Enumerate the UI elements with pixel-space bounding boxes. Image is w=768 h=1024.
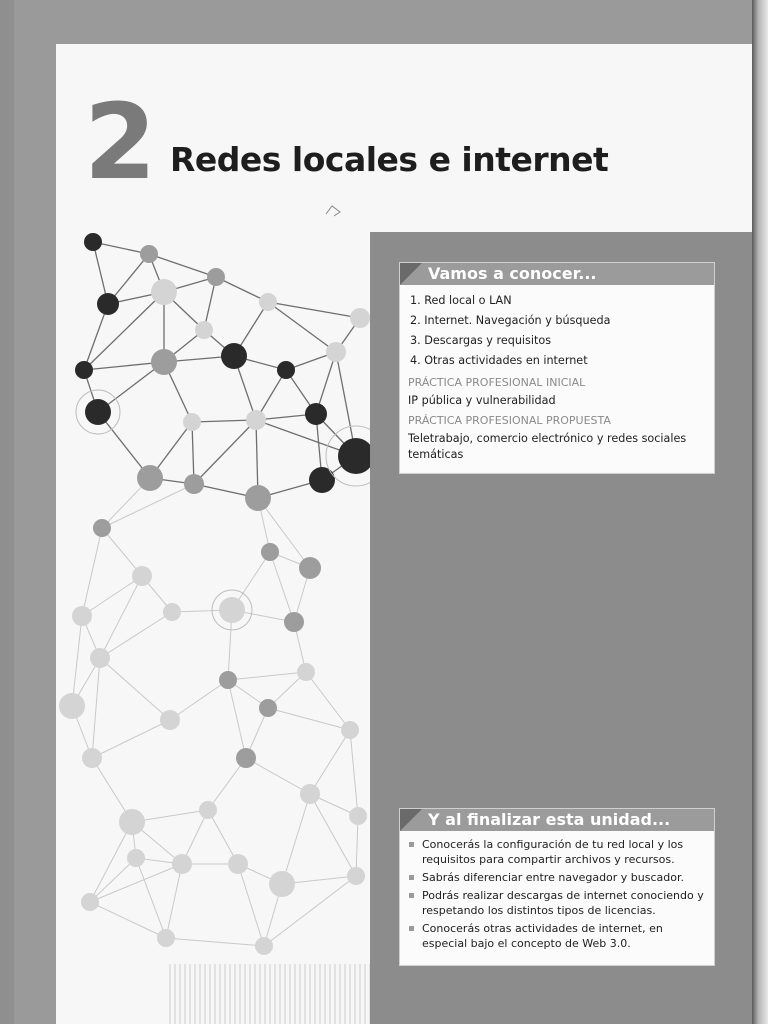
corner-triangle-icon: [400, 263, 422, 285]
network-node: [338, 438, 372, 474]
network-node: [82, 748, 102, 768]
objective-text: Conocerás otras actividades de internet, en especial bajo el concepto de Web 3.0.: [422, 922, 663, 950]
network-illustration: [56, 230, 372, 1024]
network-node: [199, 801, 217, 819]
topic-item: 4. Otras actividades en internet: [410, 354, 588, 367]
network-node: [127, 849, 145, 867]
practica-inicial-label: PRÁCTICA PROFESIONAL INICIAL: [408, 376, 586, 389]
network-node: [236, 748, 256, 768]
network-edges: [72, 242, 360, 946]
network-node: [85, 399, 111, 425]
network-link: [166, 864, 182, 938]
objective-text: Sabrás diferenciar entre navegador y buscador.: [422, 871, 685, 884]
square-bullet-icon: [409, 893, 414, 898]
network-node: [219, 671, 237, 689]
network-node: [184, 474, 204, 494]
network-link: [100, 612, 172, 658]
network-link: [238, 864, 264, 946]
network-link: [268, 302, 336, 352]
network-node: [172, 854, 192, 874]
vamos-a-conocer-box: [399, 262, 715, 474]
network-node: [195, 321, 213, 339]
network-link: [166, 938, 264, 946]
al-finalizar-title: Y al finalizar esta unidad...: [428, 810, 671, 829]
network-node: [309, 467, 335, 493]
network-link: [310, 730, 350, 794]
network-node: [341, 721, 359, 739]
network-node: [284, 612, 304, 632]
network-node: [151, 349, 177, 375]
network-node: [157, 929, 175, 947]
network-link: [149, 254, 216, 277]
network-node: [119, 809, 145, 835]
square-bullet-icon: [409, 875, 414, 880]
network-link: [228, 672, 306, 680]
network-node: [259, 699, 277, 717]
network-link: [82, 528, 102, 616]
network-link: [350, 730, 358, 816]
network-node: [163, 603, 181, 621]
square-bullet-icon: [409, 842, 414, 847]
network-node: [246, 410, 266, 430]
network-node: [97, 293, 119, 315]
network-link: [100, 658, 170, 720]
network-node: [305, 403, 327, 425]
network-link: [310, 794, 356, 876]
network-link: [270, 552, 294, 622]
network-node: [90, 648, 110, 668]
objective-item: [400, 837, 708, 867]
network-link: [356, 816, 358, 876]
chapter-title: Redes locales e internet: [170, 140, 609, 179]
practica-propuesta-label: PRÁCTICA PROFESIONAL PROPUESTA: [408, 414, 611, 427]
network-link: [72, 616, 82, 706]
square-bullet-icon: [409, 926, 414, 931]
network-node: [347, 867, 365, 885]
network-node: [228, 854, 248, 874]
pen-mark-icon: [324, 204, 344, 218]
network-link: [194, 420, 256, 484]
network-link: [90, 858, 136, 902]
topic-item: 1. Red local o LAN: [410, 294, 512, 307]
network-node: [151, 279, 177, 305]
network-link: [170, 680, 228, 720]
network-node: [81, 893, 99, 911]
network-node: [137, 465, 163, 491]
network-node: [84, 233, 102, 251]
network-node: [219, 597, 245, 623]
network-node: [350, 308, 370, 328]
network-node: [75, 361, 93, 379]
network-node: [326, 342, 346, 362]
objective-item: [400, 888, 708, 918]
decorative-stripes: [166, 964, 370, 1024]
corner-triangle-icon: [400, 809, 422, 831]
network-link: [282, 794, 310, 884]
network-node: [277, 361, 295, 379]
chapter-number: 2: [84, 81, 153, 203]
network-link: [90, 864, 182, 902]
practica-inicial-text: IP pública y vulnerabilidad: [408, 394, 556, 407]
vamos-a-conocer-header: [400, 263, 714, 285]
practica-propuesta-text: Teletrabajo, comercio electrónico y redes sociales temáticas: [408, 432, 687, 461]
network-node: [349, 807, 367, 825]
network-node: [93, 519, 111, 537]
network-node: [140, 245, 158, 263]
network-node: [160, 710, 180, 730]
network-link: [90, 822, 132, 902]
network-node: [207, 268, 225, 286]
network-link: [82, 576, 142, 616]
network-node: [255, 937, 273, 955]
objective-text: Podrás realizar descargas de internet conociendo y respetando los distintos tipos de licencias.: [422, 889, 704, 917]
network-link: [268, 708, 350, 730]
objective-item: [400, 870, 708, 885]
network-link: [246, 758, 310, 794]
network-node: [72, 606, 92, 626]
network-node: [259, 293, 277, 311]
network-node: [245, 485, 271, 511]
network-link: [92, 720, 170, 758]
network-node: [132, 566, 152, 586]
objective-item: [400, 921, 708, 951]
network-link: [268, 302, 360, 318]
al-finalizar-box: [399, 808, 715, 966]
network-node: [183, 413, 201, 431]
network-node: [221, 343, 247, 369]
network-link: [92, 658, 100, 758]
network-node: [300, 784, 320, 804]
topic-item: 3. Descargas y requisitos: [410, 334, 552, 347]
book-gutter: [752, 0, 768, 1024]
network-link: [100, 576, 142, 658]
network-node: [261, 543, 279, 561]
topic-item: 2. Internet. Navegación y búsqueda: [410, 314, 611, 327]
objectives-list: [400, 837, 714, 951]
objective-text: Conocerás la configuración de tu red local y los requisitos para compartir archivos y recursos.: [422, 838, 684, 866]
vamos-a-conocer-title: Vamos a conocer...: [428, 264, 597, 283]
network-node: [59, 693, 85, 719]
network-link: [306, 672, 350, 730]
topics-list: [400, 291, 714, 371]
network-link: [228, 680, 246, 758]
network-nodes: [59, 233, 372, 955]
al-finalizar-header: [400, 809, 714, 831]
network-node: [269, 871, 295, 897]
network-node: [299, 557, 321, 579]
network-node: [297, 663, 315, 681]
